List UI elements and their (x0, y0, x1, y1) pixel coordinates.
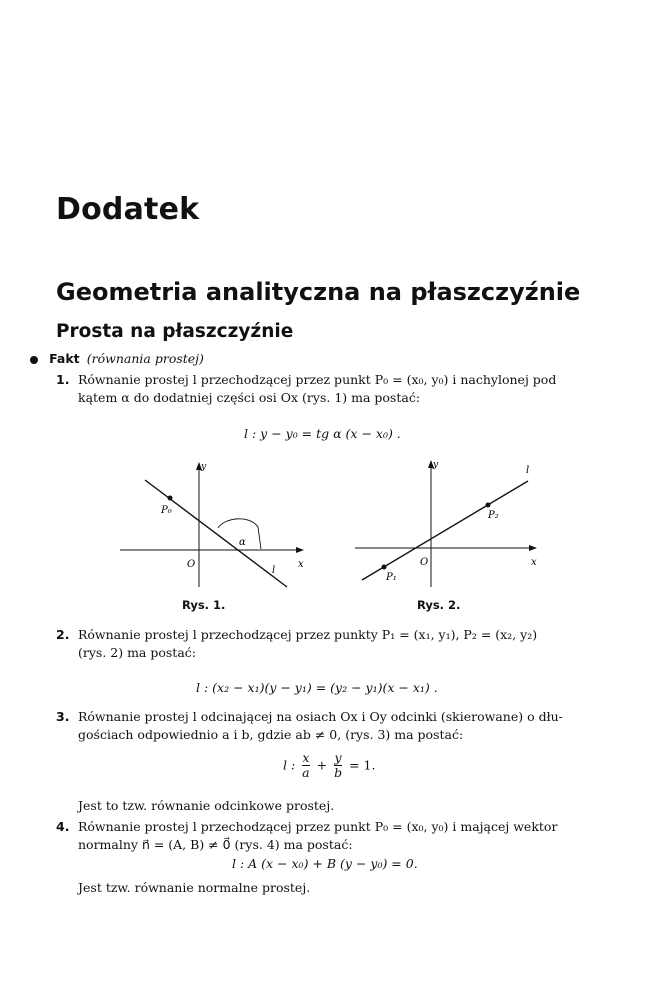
item-4-note: Jest tzw. równanie normalne prostej. (78, 880, 311, 895)
item-2-formula: l : (x₂ − x₁)(y − y₁) = (y₂ − y₁)(x − x₁) . (196, 680, 438, 695)
item-2-text-line2: (rys. 2) ma postać: (78, 645, 196, 660)
item-3-number: 3. (56, 709, 70, 724)
item-3-text-line1: Równanie prostej l odcinającej na osiach Ox i Oy odcinki (skierowane) o dłu- (78, 709, 563, 724)
item-1-formula: l : y − y₀ = tg α (x − x₀) . (244, 426, 401, 441)
item-3-formula-prefix: l : (283, 757, 296, 773)
fig2-line-label: l (526, 465, 530, 476)
figure-1 (115, 455, 315, 595)
item-2-number: 2. (56, 627, 70, 642)
fig2-point-p2 (486, 503, 491, 508)
fig2-point-p1 (382, 565, 387, 570)
item-1-number: 1. (56, 372, 70, 387)
fig2-y-label: y (433, 460, 439, 470)
chapter-title: Dodatek (56, 192, 200, 227)
fig1-y-label: y (201, 462, 207, 472)
fig1-point-p0 (168, 496, 173, 501)
item-1-text-line2: kątem α do dodatniej części osi Ox (rys. 1) ma postać: (78, 390, 421, 405)
item-4-number: 4. (56, 819, 70, 834)
fact-note: (równania prostej) (86, 351, 204, 366)
fig1-line-l (145, 480, 287, 587)
figure-2 (350, 455, 550, 595)
item-3-plus: + (316, 757, 328, 773)
fig1-origin-label: O (187, 559, 196, 570)
item-3-fraction-y-b (334, 751, 342, 780)
fig2-x-label: x (531, 557, 537, 568)
fig1-line-label: l (272, 565, 276, 576)
fig2-point2-label: P₂ (488, 510, 499, 521)
item-3-formula (283, 751, 375, 780)
figure-2-caption: Rys. 2. (417, 598, 461, 612)
section-title: Geometria analityczna na płaszczyźnie (56, 278, 581, 306)
fig2-line-l (362, 481, 528, 580)
fig1-point-label: P₀ (161, 505, 172, 516)
bullet-icon (30, 356, 38, 364)
figure-1-caption: Rys. 1. (182, 598, 226, 612)
fig1-angle-label: α (239, 537, 246, 548)
item-3-text-line2: gościach odpowiednio a i b, gdzie ab ≠ 0, (rys. 3) ma postać: (78, 727, 464, 742)
item-1-text-line1: Równanie prostej l przechodzącej przez punkt P₀ = (x₀, y₀) i nachylonej pod (78, 372, 557, 387)
item-3-frac1-den: a (302, 765, 310, 780)
item-3-formula-suffix: = 1. (349, 757, 376, 773)
item-4-text-line1: Równanie prostej l przechodzącej przez punkt P₀ = (x₀, y₀) i mającej wektor (78, 819, 558, 834)
item-3-frac1-num: x (302, 750, 310, 765)
item-4-formula: l : A (x − x₀) + B (y − y₀) = 0. (232, 856, 418, 871)
fig2-point1-label: P₁ (386, 572, 397, 583)
item-3-note: Jest to tzw. równanie odcinkowe prostej. (78, 798, 335, 813)
subsection-title: Prosta na płaszczyźnie (56, 321, 294, 342)
fig2-origin-label: O (420, 557, 429, 568)
item-2-text-line1: Równanie prostej l przechodzącej przez punkty P₁ = (x₁, y₁), P₂ = (x₂, y₂) (78, 627, 538, 642)
fact-label: Fakt (49, 351, 80, 366)
item-3-fraction-x-a (302, 751, 309, 780)
item-3-frac2-den: b (334, 765, 343, 780)
fact-heading (30, 350, 204, 368)
item-4-text-line2: normalny n⃗ = (A, B) ≠ 0⃗ (rys. 4) ma postać: (78, 837, 353, 852)
fig1-x-label: x (298, 559, 304, 570)
item-3-frac2-num: y (334, 750, 342, 765)
